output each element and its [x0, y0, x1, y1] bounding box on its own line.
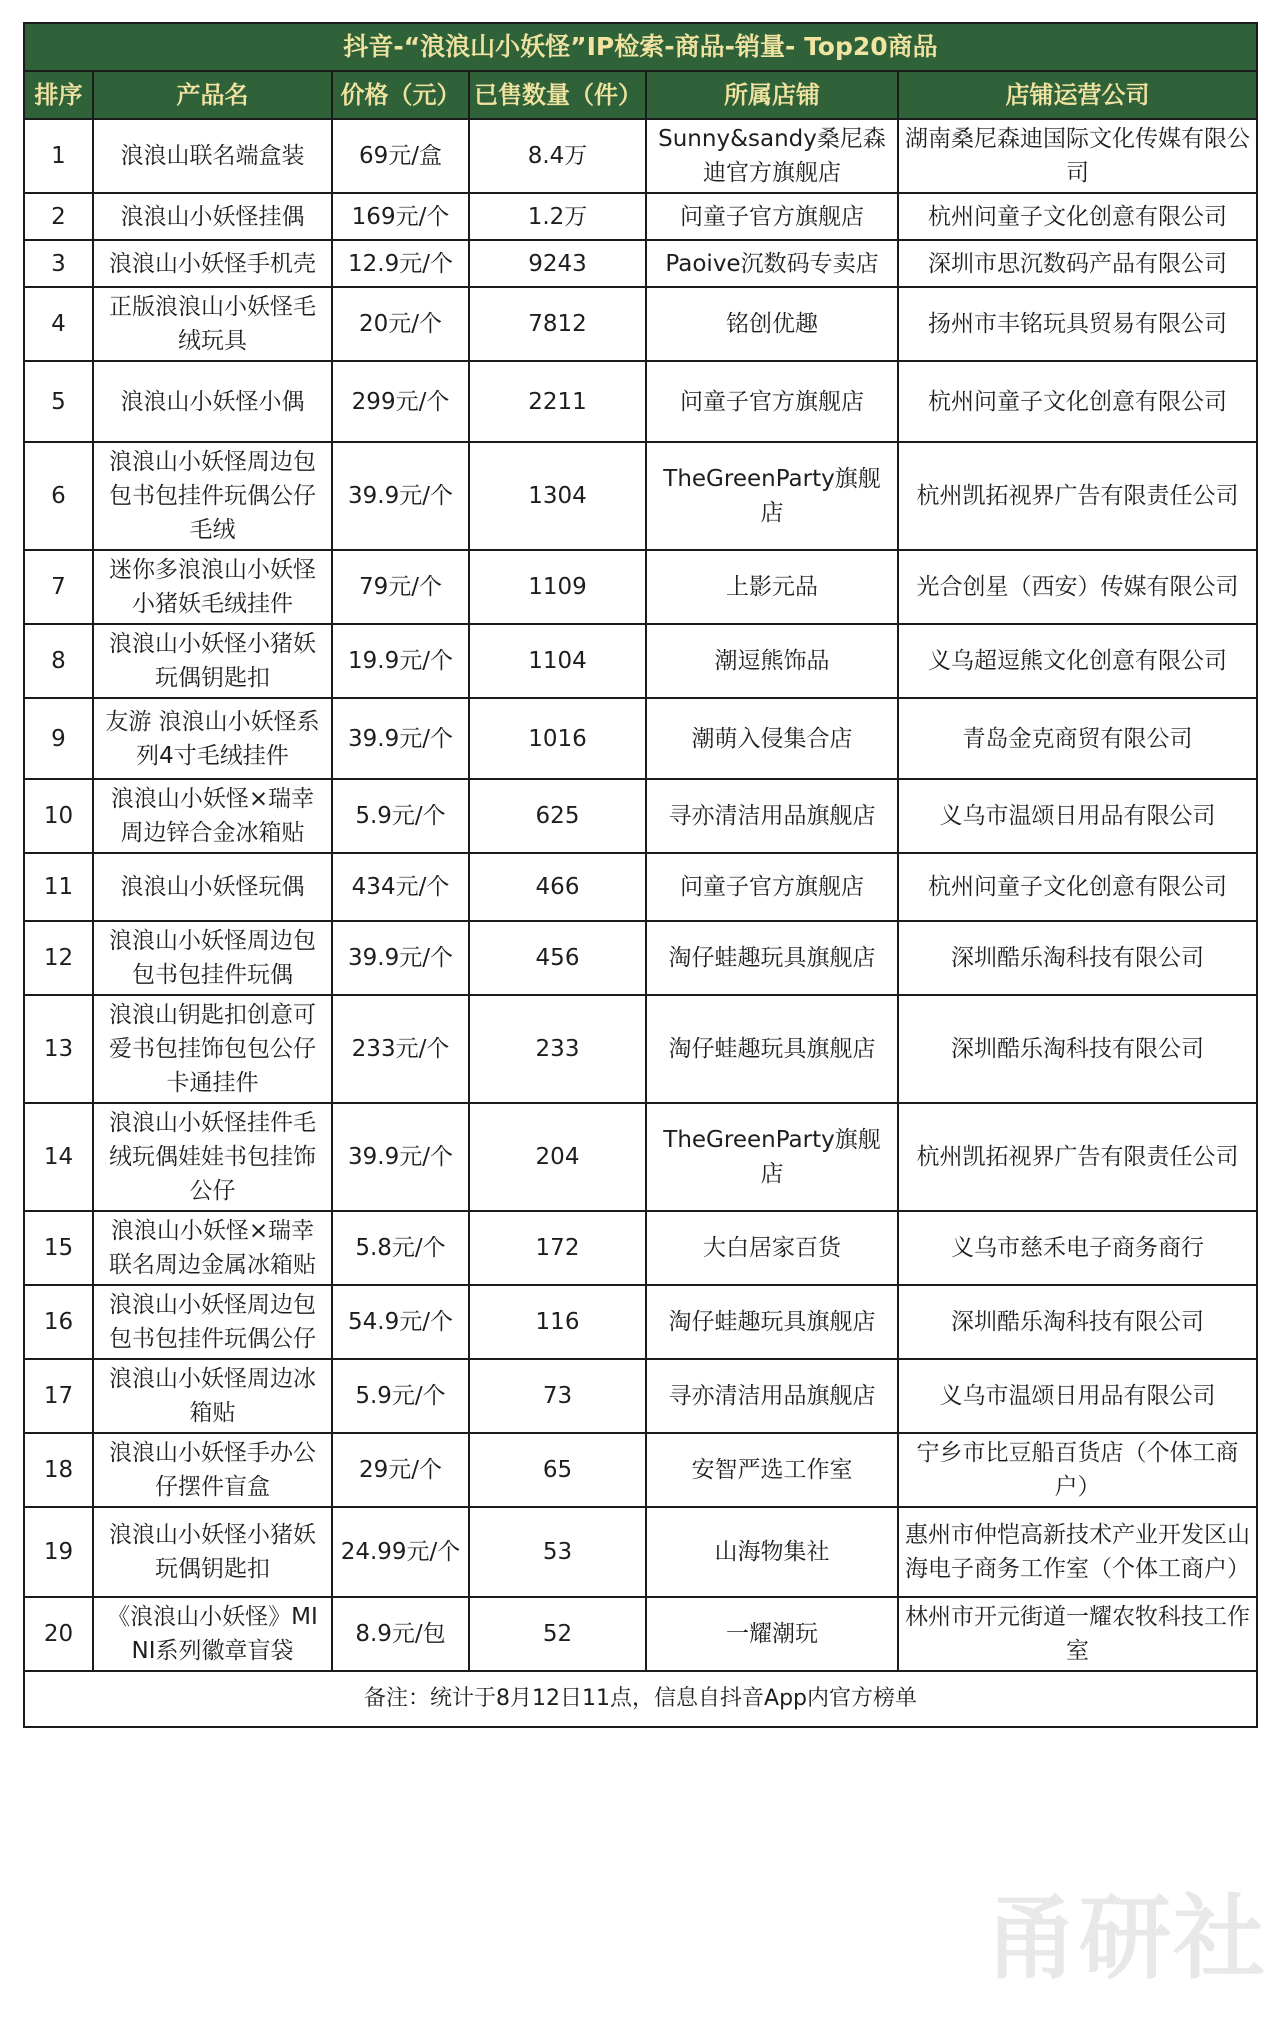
table-title: 抖音-“浪浪山小妖怪”IP检索-商品-销量- Top20商品	[24, 23, 1257, 71]
cell-operating-company: 杭州问童子文化创意有限公司	[898, 853, 1257, 921]
cell-rank: 13	[24, 995, 93, 1103]
cell-sold-quantity: 1016	[469, 698, 646, 779]
cell-sold-quantity: 53	[469, 1507, 646, 1597]
cell-price: 39.9元/个	[332, 921, 469, 995]
cell-operating-company: 青岛金克商贸有限公司	[898, 698, 1257, 779]
cell-rank: 3	[24, 240, 93, 287]
cell-price: 29元/个	[332, 1433, 469, 1507]
header-sold-quantity: 已售数量（件）	[469, 71, 646, 119]
table-row	[24, 193, 1257, 240]
cell-product-name: 浪浪山钥匙扣创意可爱书包挂饰包包公仔卡通挂件	[93, 995, 332, 1103]
cell-sold-quantity: 456	[469, 921, 646, 995]
cell-sold-quantity: 73	[469, 1359, 646, 1433]
cell-operating-company: 深圳酷乐淘科技有限公司	[898, 1285, 1257, 1359]
table-row	[24, 921, 1257, 995]
cell-product-name: 浪浪山小妖怪玩偶	[93, 853, 332, 921]
cell-price: 434元/个	[332, 853, 469, 921]
cell-rank: 7	[24, 550, 93, 624]
cell-rank: 12	[24, 921, 93, 995]
cell-price: 39.9元/个	[332, 1103, 469, 1211]
cell-operating-company: 宁乡市比豆船百货店（个体工商户）	[898, 1433, 1257, 1507]
ranking-table-container	[23, 22, 1256, 2008]
cell-product-name: 浪浪山小妖怪小猪妖玩偶钥匙扣	[93, 1507, 332, 1597]
cell-shop: 安智严选工作室	[646, 1433, 898, 1507]
cell-operating-company: 杭州凯拓视界广告有限责任公司	[898, 442, 1257, 550]
cell-shop: 山海物集社	[646, 1507, 898, 1597]
cell-price: 5.9元/个	[332, 1359, 469, 1433]
cell-operating-company: 义乌市温颂日用品有限公司	[898, 1359, 1257, 1433]
cell-price: 5.9元/个	[332, 779, 469, 853]
cell-shop: 潮逗熊饰品	[646, 624, 898, 698]
cell-operating-company: 深圳酷乐淘科技有限公司	[898, 995, 1257, 1103]
cell-product-name: 浪浪山联名端盒装	[93, 119, 332, 193]
cell-price: 20元/个	[332, 287, 469, 361]
table-note: 备注：统计于8月12日11点，信息自抖音App内官方榜单	[24, 1671, 1257, 1727]
cell-product-name: 浪浪山小妖怪挂偶	[93, 193, 332, 240]
cell-operating-company: 杭州凯拓视界广告有限责任公司	[898, 1103, 1257, 1211]
cell-rank: 20	[24, 1597, 93, 1671]
cell-shop: 淘仔蛙趣玩具旗舰店	[646, 1285, 898, 1359]
cell-price: 24.99元/个	[332, 1507, 469, 1597]
cell-sold-quantity: 204	[469, 1103, 646, 1211]
table-body	[24, 119, 1257, 1671]
cell-operating-company: 杭州问童子文化创意有限公司	[898, 193, 1257, 240]
cell-sold-quantity: 1.2万	[469, 193, 646, 240]
cell-product-name: 浪浪山小妖怪周边包包书包挂件玩偶公仔	[93, 1285, 332, 1359]
cell-product-name: 浪浪山小妖怪×瑞幸联名周边金属冰箱贴	[93, 1211, 332, 1285]
cell-rank: 18	[24, 1433, 93, 1507]
cell-price: 169元/个	[332, 193, 469, 240]
cell-shop: Sunny&sandy桑尼森迪官方旗舰店	[646, 119, 898, 193]
table-row	[24, 995, 1257, 1103]
cell-rank: 10	[24, 779, 93, 853]
cell-price: 39.9元/个	[332, 698, 469, 779]
cell-rank: 4	[24, 287, 93, 361]
cell-product-name: 浪浪山小妖怪周边冰箱贴	[93, 1359, 332, 1433]
cell-product-name: 浪浪山小妖怪手机壳	[93, 240, 332, 287]
cell-sold-quantity: 7812	[469, 287, 646, 361]
cell-product-name: 浪浪山小妖怪挂件毛绒玩偶娃娃书包挂饰公仔	[93, 1103, 332, 1211]
table-row	[24, 442, 1257, 550]
header-operating-company: 店铺运营公司	[898, 71, 1257, 119]
cell-operating-company: 深圳市思沉数码产品有限公司	[898, 240, 1257, 287]
table-row	[24, 1211, 1257, 1285]
cell-operating-company: 湖南桑尼森迪国际文化传媒有限公司	[898, 119, 1257, 193]
table-title-row	[24, 23, 1257, 71]
cell-price: 5.8元/个	[332, 1211, 469, 1285]
cell-shop: TheGreenParty旗舰店	[646, 442, 898, 550]
cell-operating-company: 深圳酷乐淘科技有限公司	[898, 921, 1257, 995]
cell-operating-company: 惠州市仲恺高新技术产业开发区山海电子商务工作室（个体工商户）	[898, 1507, 1257, 1597]
cell-operating-company: 林州市开元街道一耀农牧科技工作室	[898, 1597, 1257, 1671]
header-shop: 所属店铺	[646, 71, 898, 119]
cell-rank: 2	[24, 193, 93, 240]
cell-operating-company: 杭州问童子文化创意有限公司	[898, 361, 1257, 442]
cell-sold-quantity: 65	[469, 1433, 646, 1507]
cell-shop: 大白居家百货	[646, 1211, 898, 1285]
cell-product-name: 迷你多浪浪山小妖怪小猪妖毛绒挂件	[93, 550, 332, 624]
header-price: 价格（元）	[332, 71, 469, 119]
cell-shop: 铭创优趣	[646, 287, 898, 361]
cell-shop: 淘仔蛙趣玩具旗舰店	[646, 921, 898, 995]
table-row	[24, 853, 1257, 921]
cell-sold-quantity: 9243	[469, 240, 646, 287]
cell-shop: 一耀潮玩	[646, 1597, 898, 1671]
cell-shop: 寻亦清洁用品旗舰店	[646, 1359, 898, 1433]
cell-shop: 问童子官方旗舰店	[646, 193, 898, 240]
cell-sold-quantity: 625	[469, 779, 646, 853]
cell-rank: 5	[24, 361, 93, 442]
table-row	[24, 1597, 1257, 1671]
cell-sold-quantity: 116	[469, 1285, 646, 1359]
ranking-table	[23, 22, 1258, 1728]
table-note-row	[24, 1671, 1257, 1727]
cell-operating-company: 义乌市温颂日用品有限公司	[898, 779, 1257, 853]
cell-shop: Paoive沉数码专卖店	[646, 240, 898, 287]
cell-sold-quantity: 233	[469, 995, 646, 1103]
cell-product-name: 友游 浪浪山小妖怪系列4寸毛绒挂件	[93, 698, 332, 779]
table-row	[24, 550, 1257, 624]
cell-rank: 16	[24, 1285, 93, 1359]
table-header-row	[24, 71, 1257, 119]
cell-product-name: 《浪浪山小妖怪》MINI系列徽章盲袋	[93, 1597, 332, 1671]
table-row	[24, 698, 1257, 779]
cell-rank: 6	[24, 442, 93, 550]
cell-shop: 问童子官方旗舰店	[646, 361, 898, 442]
cell-price: 299元/个	[332, 361, 469, 442]
cell-rank: 14	[24, 1103, 93, 1211]
cell-price: 19.9元/个	[332, 624, 469, 698]
cell-price: 8.9元/包	[332, 1597, 469, 1671]
table-row	[24, 1433, 1257, 1507]
cell-price: 69元/盒	[332, 119, 469, 193]
table-row	[24, 1359, 1257, 1433]
cell-rank: 9	[24, 698, 93, 779]
watermark-logo: 甬研社	[985, 1885, 1268, 1992]
cell-rank: 8	[24, 624, 93, 698]
cell-price: 79元/个	[332, 550, 469, 624]
cell-shop: TheGreenParty旗舰店	[646, 1103, 898, 1211]
cell-sold-quantity: 1109	[469, 550, 646, 624]
cell-sold-quantity: 52	[469, 1597, 646, 1671]
table-row	[24, 779, 1257, 853]
table-row	[24, 1507, 1257, 1597]
cell-product-name: 浪浪山小妖怪周边包包书包挂件玩偶公仔毛绒	[93, 442, 332, 550]
cell-price: 12.9元/个	[332, 240, 469, 287]
table-row	[24, 624, 1257, 698]
table-row	[24, 361, 1257, 442]
cell-shop: 潮萌入侵集合店	[646, 698, 898, 779]
cell-rank: 19	[24, 1507, 93, 1597]
cell-product-name: 浪浪山小妖怪×瑞幸周边锌合金冰箱贴	[93, 779, 332, 853]
cell-product-name: 正版浪浪山小妖怪毛绒玩具	[93, 287, 332, 361]
cell-product-name: 浪浪山小妖怪手办公仔摆件盲盒	[93, 1433, 332, 1507]
cell-price: 54.9元/个	[332, 1285, 469, 1359]
table-row	[24, 119, 1257, 193]
table-row	[24, 287, 1257, 361]
cell-sold-quantity: 172	[469, 1211, 646, 1285]
cell-rank: 1	[24, 119, 93, 193]
cell-shop: 上影元品	[646, 550, 898, 624]
cell-shop: 寻亦清洁用品旗舰店	[646, 779, 898, 853]
table-row	[24, 240, 1257, 287]
header-rank: 排序	[24, 71, 93, 119]
cell-sold-quantity: 1104	[469, 624, 646, 698]
cell-product-name: 浪浪山小妖怪小猪妖玩偶钥匙扣	[93, 624, 332, 698]
cell-operating-company: 义乌超逗熊文化创意有限公司	[898, 624, 1257, 698]
header-product-name: 产品名	[93, 71, 332, 119]
cell-rank: 17	[24, 1359, 93, 1433]
cell-operating-company: 义乌市慈禾电子商务商行	[898, 1211, 1257, 1285]
cell-price: 233元/个	[332, 995, 469, 1103]
table-row	[24, 1285, 1257, 1359]
cell-operating-company: 扬州市丰铭玩具贸易有限公司	[898, 287, 1257, 361]
cell-product-name: 浪浪山小妖怪小偶	[93, 361, 332, 442]
cell-product-name: 浪浪山小妖怪周边包包书包挂件玩偶	[93, 921, 332, 995]
cell-operating-company: 光合创星（西安）传媒有限公司	[898, 550, 1257, 624]
cell-rank: 11	[24, 853, 93, 921]
cell-sold-quantity: 466	[469, 853, 646, 921]
cell-shop: 淘仔蛙趣玩具旗舰店	[646, 995, 898, 1103]
cell-sold-quantity: 1304	[469, 442, 646, 550]
cell-rank: 15	[24, 1211, 93, 1285]
cell-sold-quantity: 8.4万	[469, 119, 646, 193]
cell-shop: 问童子官方旗舰店	[646, 853, 898, 921]
table-row	[24, 1103, 1257, 1211]
cell-sold-quantity: 2211	[469, 361, 646, 442]
cell-price: 39.9元/个	[332, 442, 469, 550]
